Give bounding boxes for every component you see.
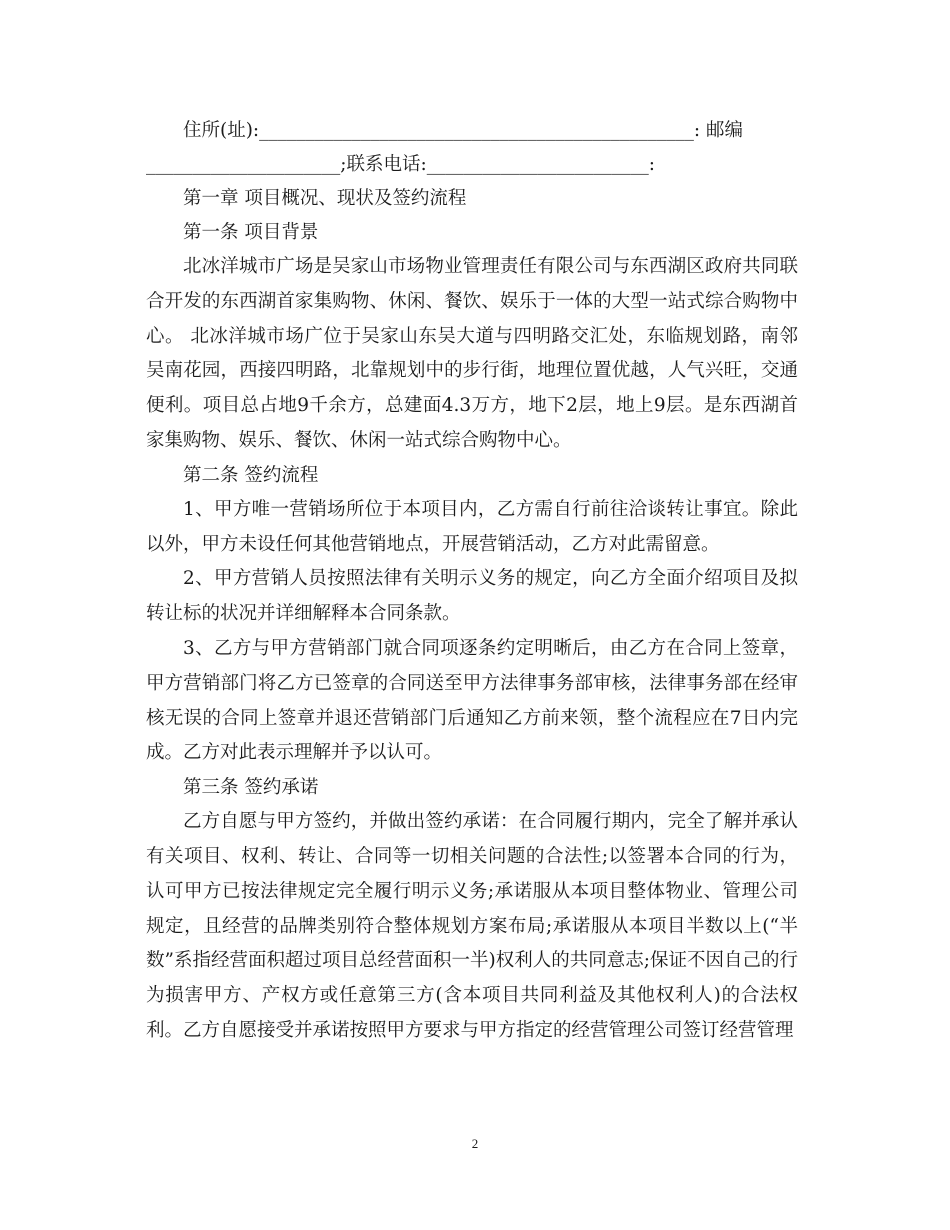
list-item: 2、甲方营销人员按照法律有关明示义务的规定，向乙方全面介绍项目及拟转让标的状况并详细解释本合同条款。 bbox=[146, 568, 798, 625]
list-item: 1、甲方唯一营销场所位于本项目内，乙方需自行前往洽谈转让事宜。除此以外，甲方未设任何其他营销地点，开展营销活动，乙方对此需留意。 bbox=[146, 498, 798, 555]
article-title: 第一条 项目背景 bbox=[183, 222, 319, 243]
article-body: 乙方自愿与甲方签约，并做出签约承诺：在合同履行期内，完全了解并承认有关项目、权利、转让、合同等一切相关问题的合法性;以签署本合同的行为，认可甲方已按法律规定完全履行明示义务;承诺服从本项目整体物业、管理公司规定，且经营的品牌类别符合整体规划方案布局;承诺服从本项目半数以上(“半数”系指经营面积超过项目总经营面积一半)权利人的共同意志;保证不因自己的行为损害甲方、产权方或任意第三方(含本项目共同利益及其他权利人)的合法权利。乙方自愿接受并承诺按照甲方要求与甲方指定的经营管理公司签订经营管理 bbox=[146, 811, 798, 1041]
address-field-line: 住所(址):_______________________________________________: 邮编 bbox=[183, 120, 744, 141]
list-item: 3、乙方与甲方营销部门就合同项逐条约定明晰后，由乙方在合同上签章，甲方营销部门将乙方已签章的合同送至甲方法律事务部审核，法律事务部在经审核无误的合同上签章并退还营销部门后通知乙方前来领，整个流程应在7日内完成。乙方对此表示理解并予以认可。 bbox=[146, 637, 798, 764]
postcode-phone-field-line: _____________________;联系电话:________________________: bbox=[146, 154, 655, 175]
page-content bbox=[146, 114, 798, 1049]
article-title: 第三条 签约承诺 bbox=[183, 777, 319, 799]
page-number: 2 bbox=[471, 1136, 479, 1151]
article-title: 第二条 签约流程 bbox=[183, 464, 319, 486]
chapter-title: 第一章 项目概况、现状及签约流程 bbox=[183, 188, 467, 209]
article-body: 北冰洋城市广场是吴家山市场物业管理责任有限公司与东西湖区政府共同联合开发的东西湖首家集购物、休闲、餐饮、娱乐于一体的大型一站式综合购物中心。 北冰洋城市场广位于吴家山东吴大道与四明路交汇处，东临规划路，南邻吴南花园，西接四明路，北靠规划中的步行街，地理位置优越，人气兴旺，交通便利。项目总占地9千余方，总建面4.3万方，地下2层，地上9层。是东西湖首家集购物、娱乐、餐饮、休闲一站式综合购物中心。 bbox=[146, 256, 798, 451]
